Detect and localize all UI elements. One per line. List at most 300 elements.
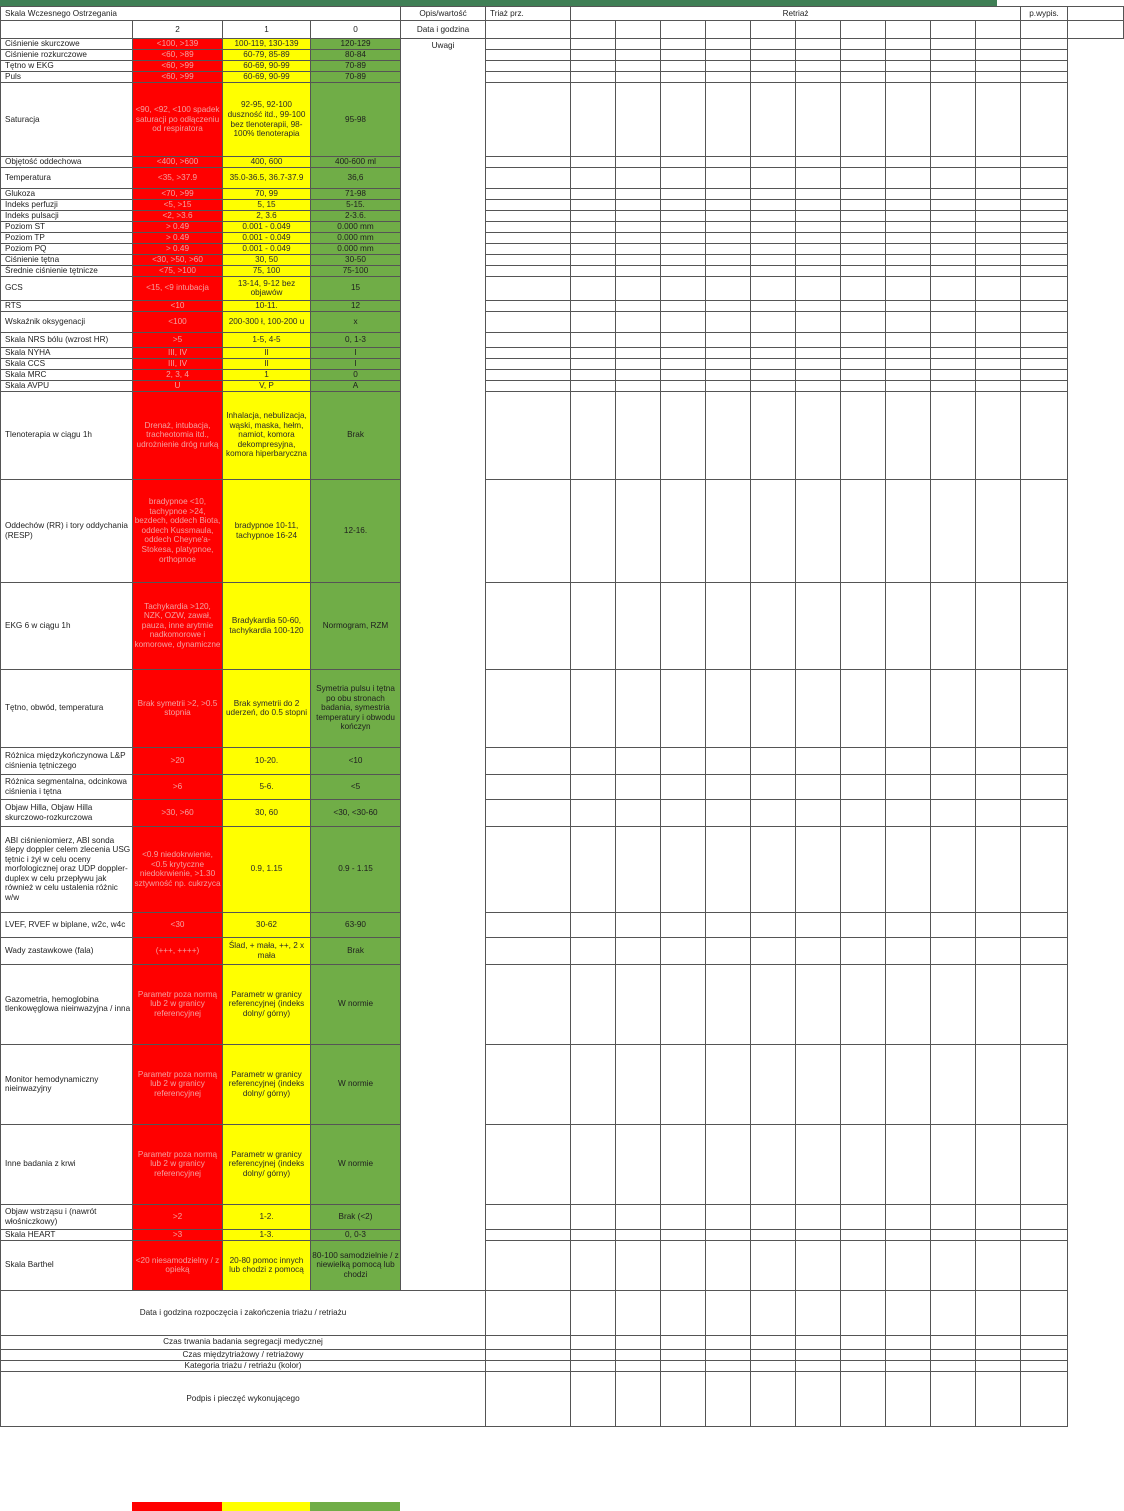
- entry-cell[interactable]: [486, 669, 571, 747]
- entry-cell[interactable]: [571, 380, 616, 391]
- entry-cell[interactable]: [841, 1204, 886, 1229]
- entry-cell[interactable]: [661, 83, 706, 157]
- entry-cell[interactable]: [616, 391, 661, 479]
- entry-cell[interactable]: [931, 1349, 976, 1360]
- entry-cell[interactable]: [486, 964, 571, 1044]
- entry-cell[interactable]: [841, 243, 886, 254]
- entry-cell[interactable]: [886, 1204, 931, 1229]
- entry-cell[interactable]: [931, 157, 976, 168]
- entry-cell[interactable]: [931, 826, 976, 912]
- entry-cell[interactable]: [1021, 347, 1068, 358]
- entry-cell[interactable]: [751, 21, 796, 39]
- entry-cell[interactable]: [661, 1290, 706, 1335]
- entry-cell[interactable]: [796, 199, 841, 210]
- entry-cell[interactable]: [931, 332, 976, 347]
- entry-cell[interactable]: [1021, 254, 1068, 265]
- entry-cell[interactable]: [706, 254, 751, 265]
- entry-cell[interactable]: [751, 1371, 796, 1426]
- entry-cell[interactable]: [616, 1240, 661, 1290]
- entry-cell[interactable]: [616, 50, 661, 61]
- entry-cell[interactable]: [886, 72, 931, 83]
- entry-cell[interactable]: [706, 774, 751, 799]
- entry-cell[interactable]: [886, 1335, 931, 1349]
- entry-cell[interactable]: [751, 232, 796, 243]
- entry-cell[interactable]: [976, 232, 1021, 243]
- entry-cell[interactable]: [661, 369, 706, 380]
- entry-cell[interactable]: [706, 157, 751, 168]
- entry-cell[interactable]: [616, 358, 661, 369]
- entry-cell[interactable]: [486, 912, 571, 937]
- entry-cell[interactable]: [616, 826, 661, 912]
- entry-cell[interactable]: [1021, 369, 1068, 380]
- entry-cell[interactable]: [886, 1349, 931, 1360]
- entry-cell[interactable]: [706, 1360, 751, 1371]
- entry-cell[interactable]: [931, 50, 976, 61]
- entry-cell[interactable]: [751, 276, 796, 300]
- entry-cell[interactable]: [616, 300, 661, 311]
- entry-cell[interactable]: [486, 369, 571, 380]
- entry-cell[interactable]: [796, 83, 841, 157]
- entry-cell[interactable]: [571, 799, 616, 826]
- entry-cell[interactable]: [796, 479, 841, 582]
- entry-cell[interactable]: [796, 1044, 841, 1124]
- entry-cell[interactable]: [886, 582, 931, 669]
- entry-cell[interactable]: [486, 254, 571, 265]
- entry-cell[interactable]: [931, 582, 976, 669]
- entry-cell[interactable]: [486, 61, 571, 72]
- entry-cell[interactable]: [931, 1360, 976, 1371]
- entry-cell[interactable]: [1021, 1124, 1068, 1204]
- entry-cell[interactable]: [976, 300, 1021, 311]
- entry-cell[interactable]: [976, 964, 1021, 1044]
- entry-cell[interactable]: [661, 157, 706, 168]
- entry-cell[interactable]: [571, 50, 616, 61]
- entry-cell[interactable]: [751, 311, 796, 332]
- entry-cell[interactable]: [486, 380, 571, 391]
- entry-cell[interactable]: [486, 347, 571, 358]
- entry-cell[interactable]: [796, 300, 841, 311]
- entry-cell[interactable]: [616, 311, 661, 332]
- entry-cell[interactable]: [706, 83, 751, 157]
- entry-cell[interactable]: [486, 167, 571, 188]
- entry-cell[interactable]: [616, 276, 661, 300]
- entry-cell[interactable]: [841, 157, 886, 168]
- entry-cell[interactable]: [661, 265, 706, 276]
- entry-cell[interactable]: [1021, 1290, 1068, 1335]
- entry-cell[interactable]: [571, 1229, 616, 1240]
- entry-cell[interactable]: [796, 311, 841, 332]
- entry-cell[interactable]: [706, 39, 751, 50]
- entry-cell[interactable]: [661, 1371, 706, 1426]
- entry-cell[interactable]: [976, 254, 1021, 265]
- entry-cell[interactable]: [706, 61, 751, 72]
- entry-cell[interactable]: [1021, 83, 1068, 157]
- entry-cell[interactable]: [1021, 358, 1068, 369]
- entry-cell[interactable]: [486, 391, 571, 479]
- entry-cell[interactable]: [661, 582, 706, 669]
- entry-cell[interactable]: [616, 347, 661, 358]
- entry-cell[interactable]: [1021, 937, 1068, 964]
- entry-cell[interactable]: [796, 391, 841, 479]
- entry-cell[interactable]: [886, 391, 931, 479]
- entry-cell[interactable]: [616, 167, 661, 188]
- entry-cell[interactable]: [931, 380, 976, 391]
- entry-cell[interactable]: [616, 83, 661, 157]
- entry-cell[interactable]: [751, 39, 796, 50]
- entry-cell[interactable]: [841, 72, 886, 83]
- entry-cell[interactable]: [976, 311, 1021, 332]
- entry-cell[interactable]: [571, 167, 616, 188]
- entry-cell[interactable]: [931, 747, 976, 774]
- entry-cell[interactable]: [931, 210, 976, 221]
- entry-cell[interactable]: [841, 1240, 886, 1290]
- entry-cell[interactable]: [886, 669, 931, 747]
- entry-cell[interactable]: [931, 39, 976, 50]
- entry-cell[interactable]: [1021, 210, 1068, 221]
- entry-cell[interactable]: [931, 964, 976, 1044]
- entry-cell[interactable]: [1021, 380, 1068, 391]
- entry-cell[interactable]: [841, 332, 886, 347]
- entry-cell[interactable]: [571, 300, 616, 311]
- entry-cell[interactable]: [976, 1240, 1021, 1290]
- entry-cell[interactable]: [796, 380, 841, 391]
- entry-cell[interactable]: [751, 1240, 796, 1290]
- entry-cell[interactable]: [751, 1290, 796, 1335]
- entry-cell[interactable]: [706, 243, 751, 254]
- entry-cell[interactable]: [796, 1204, 841, 1229]
- entry-cell[interactable]: [796, 50, 841, 61]
- entry-cell[interactable]: [706, 21, 751, 39]
- entry-cell[interactable]: [706, 380, 751, 391]
- entry-cell[interactable]: [571, 157, 616, 168]
- entry-cell[interactable]: [976, 347, 1021, 358]
- entry-cell[interactable]: [841, 221, 886, 232]
- entry-cell[interactable]: [486, 1360, 571, 1371]
- entry-cell[interactable]: [571, 358, 616, 369]
- entry-cell[interactable]: [976, 221, 1021, 232]
- entry-cell[interactable]: [1021, 221, 1068, 232]
- entry-cell[interactable]: [1021, 265, 1068, 276]
- entry-cell[interactable]: [1021, 582, 1068, 669]
- entry-cell[interactable]: [661, 167, 706, 188]
- entry-cell[interactable]: [751, 358, 796, 369]
- entry-cell[interactable]: [661, 232, 706, 243]
- entry-cell[interactable]: [751, 380, 796, 391]
- entry-cell[interactable]: [976, 912, 1021, 937]
- entry-cell[interactable]: [976, 243, 1021, 254]
- entry-cell[interactable]: [886, 199, 931, 210]
- entry-cell[interactable]: [1021, 167, 1068, 188]
- entry-cell[interactable]: [1021, 39, 1068, 50]
- entry-cell[interactable]: [486, 774, 571, 799]
- entry-cell[interactable]: [486, 1124, 571, 1204]
- entry-cell[interactable]: [616, 39, 661, 50]
- entry-cell[interactable]: [796, 1371, 841, 1426]
- entry-cell[interactable]: [1021, 243, 1068, 254]
- entry-cell[interactable]: [706, 300, 751, 311]
- entry-cell[interactable]: [841, 1290, 886, 1335]
- entry-cell[interactable]: [886, 1044, 931, 1124]
- entry-cell[interactable]: [706, 1290, 751, 1335]
- entry-cell[interactable]: [616, 1204, 661, 1229]
- entry-cell[interactable]: [706, 50, 751, 61]
- entry-cell[interactable]: [661, 199, 706, 210]
- entry-cell[interactable]: [616, 582, 661, 669]
- entry-cell[interactable]: [571, 1349, 616, 1360]
- entry-cell[interactable]: [1021, 391, 1068, 479]
- entry-cell[interactable]: [796, 210, 841, 221]
- entry-cell[interactable]: [486, 311, 571, 332]
- entry-cell[interactable]: [931, 61, 976, 72]
- entry-cell[interactable]: [751, 479, 796, 582]
- entry-cell[interactable]: [931, 199, 976, 210]
- entry-cell[interactable]: [706, 826, 751, 912]
- entry-cell[interactable]: [976, 21, 1021, 39]
- entry-cell[interactable]: [1021, 1240, 1068, 1290]
- entry-cell[interactable]: [486, 50, 571, 61]
- entry-cell[interactable]: [751, 265, 796, 276]
- entry-cell[interactable]: [751, 1360, 796, 1371]
- entry-cell[interactable]: [616, 774, 661, 799]
- entry-cell[interactable]: [486, 39, 571, 50]
- entry-cell[interactable]: [841, 1335, 886, 1349]
- entry-cell[interactable]: [486, 199, 571, 210]
- entry-cell[interactable]: [616, 188, 661, 199]
- entry-cell[interactable]: [886, 157, 931, 168]
- entry-cell[interactable]: [751, 391, 796, 479]
- entry-cell[interactable]: [976, 747, 1021, 774]
- entry-cell[interactable]: [616, 912, 661, 937]
- entry-cell[interactable]: [751, 1044, 796, 1124]
- entry-cell[interactable]: [616, 210, 661, 221]
- entry-cell[interactable]: [571, 254, 616, 265]
- entry-cell[interactable]: [796, 61, 841, 72]
- entry-cell[interactable]: [886, 332, 931, 347]
- entry-cell[interactable]: [616, 332, 661, 347]
- entry-cell[interactable]: [486, 1240, 571, 1290]
- entry-cell[interactable]: [661, 311, 706, 332]
- entry-cell[interactable]: [706, 276, 751, 300]
- entry-cell[interactable]: [616, 1349, 661, 1360]
- entry-cell[interactable]: [706, 1204, 751, 1229]
- entry-cell[interactable]: [841, 937, 886, 964]
- entry-cell[interactable]: [1021, 276, 1068, 300]
- entry-cell[interactable]: [661, 1229, 706, 1240]
- entry-cell[interactable]: [616, 1044, 661, 1124]
- entry-cell[interactable]: [841, 1229, 886, 1240]
- entry-cell[interactable]: [486, 83, 571, 157]
- entry-cell[interactable]: [751, 300, 796, 311]
- entry-cell[interactable]: [931, 243, 976, 254]
- entry-cell[interactable]: [931, 232, 976, 243]
- entry-cell[interactable]: [976, 1044, 1021, 1124]
- entry-cell[interactable]: [661, 826, 706, 912]
- entry-cell[interactable]: [661, 276, 706, 300]
- entry-cell[interactable]: [976, 582, 1021, 669]
- entry-cell[interactable]: [796, 167, 841, 188]
- entry-cell[interactable]: [571, 243, 616, 254]
- entry-cell[interactable]: [661, 380, 706, 391]
- entry-cell[interactable]: [841, 167, 886, 188]
- entry-cell[interactable]: [931, 300, 976, 311]
- entry-cell[interactable]: [976, 199, 1021, 210]
- entry-cell[interactable]: [706, 937, 751, 964]
- entry-cell[interactable]: [1021, 1204, 1068, 1229]
- entry-cell[interactable]: [486, 72, 571, 83]
- entry-cell[interactable]: [616, 72, 661, 83]
- entry-cell[interactable]: [931, 1371, 976, 1426]
- entry-cell[interactable]: [796, 188, 841, 199]
- entry-cell[interactable]: [931, 167, 976, 188]
- entry-cell[interactable]: [661, 912, 706, 937]
- entry-cell[interactable]: [571, 21, 616, 39]
- entry-cell[interactable]: [706, 358, 751, 369]
- entry-cell[interactable]: [931, 1240, 976, 1290]
- entry-cell[interactable]: [486, 232, 571, 243]
- entry-cell[interactable]: [796, 243, 841, 254]
- entry-cell[interactable]: [751, 254, 796, 265]
- entry-cell[interactable]: [1021, 1335, 1068, 1349]
- entry-cell[interactable]: [841, 774, 886, 799]
- entry-cell[interactable]: [751, 83, 796, 157]
- entry-cell[interactable]: [931, 669, 976, 747]
- entry-cell[interactable]: [571, 265, 616, 276]
- entry-cell[interactable]: [616, 369, 661, 380]
- entry-cell[interactable]: [886, 300, 931, 311]
- entry-cell[interactable]: [976, 479, 1021, 582]
- entry-cell[interactable]: [1021, 479, 1068, 582]
- entry-cell[interactable]: [796, 21, 841, 39]
- entry-cell[interactable]: [706, 210, 751, 221]
- entry-cell[interactable]: [661, 61, 706, 72]
- entry-cell[interactable]: [841, 210, 886, 221]
- entry-cell[interactable]: [751, 912, 796, 937]
- entry-cell[interactable]: [976, 1204, 1021, 1229]
- entry-cell[interactable]: [976, 799, 1021, 826]
- entry-cell[interactable]: [841, 1371, 886, 1426]
- entry-cell[interactable]: [751, 210, 796, 221]
- entry-cell[interactable]: [841, 1360, 886, 1371]
- entry-cell[interactable]: [976, 669, 1021, 747]
- entry-cell[interactable]: [796, 358, 841, 369]
- entry-cell[interactable]: [571, 912, 616, 937]
- entry-cell[interactable]: [616, 61, 661, 72]
- entry-cell[interactable]: [751, 747, 796, 774]
- entry-cell[interactable]: [751, 1349, 796, 1360]
- entry-cell[interactable]: [706, 311, 751, 332]
- entry-cell[interactable]: [931, 276, 976, 300]
- entry-cell[interactable]: [571, 582, 616, 669]
- entry-cell[interactable]: [661, 669, 706, 747]
- entry-cell[interactable]: [571, 347, 616, 358]
- entry-cell[interactable]: [706, 1044, 751, 1124]
- entry-cell[interactable]: [841, 964, 886, 1044]
- entry-cell[interactable]: [706, 1229, 751, 1240]
- entry-cell[interactable]: [616, 1335, 661, 1349]
- entry-cell[interactable]: [751, 826, 796, 912]
- entry-cell[interactable]: [571, 1335, 616, 1349]
- entry-cell[interactable]: [841, 747, 886, 774]
- entry-cell[interactable]: [841, 799, 886, 826]
- entry-cell[interactable]: [571, 1240, 616, 1290]
- entry-cell[interactable]: [976, 72, 1021, 83]
- entry-cell[interactable]: [796, 1124, 841, 1204]
- entry-cell[interactable]: [486, 1371, 571, 1426]
- entry-cell[interactable]: [486, 243, 571, 254]
- entry-cell[interactable]: [796, 937, 841, 964]
- entry-cell[interactable]: [486, 21, 571, 39]
- entry-cell[interactable]: [661, 774, 706, 799]
- entry-cell[interactable]: [796, 332, 841, 347]
- entry-cell[interactable]: [796, 747, 841, 774]
- entry-cell[interactable]: [841, 39, 886, 50]
- entry-cell[interactable]: [661, 188, 706, 199]
- entry-cell[interactable]: [886, 369, 931, 380]
- entry-cell[interactable]: [486, 479, 571, 582]
- entry-cell[interactable]: [486, 276, 571, 300]
- entry-cell[interactable]: [706, 232, 751, 243]
- entry-cell[interactable]: [486, 358, 571, 369]
- entry-cell[interactable]: [486, 747, 571, 774]
- entry-cell[interactable]: [886, 479, 931, 582]
- entry-cell[interactable]: [931, 391, 976, 479]
- entry-cell[interactable]: [616, 1124, 661, 1204]
- entry-cell[interactable]: [571, 39, 616, 50]
- entry-cell[interactable]: [931, 1124, 976, 1204]
- entry-cell[interactable]: [661, 243, 706, 254]
- entry-cell[interactable]: [886, 1229, 931, 1240]
- entry-cell[interactable]: [1021, 747, 1068, 774]
- entry-cell[interactable]: [616, 799, 661, 826]
- entry-cell[interactable]: [886, 243, 931, 254]
- entry-cell[interactable]: [796, 582, 841, 669]
- entry-cell[interactable]: [661, 1335, 706, 1349]
- entry-cell[interactable]: [931, 774, 976, 799]
- entry-cell[interactable]: [796, 232, 841, 243]
- entry-cell[interactable]: [616, 937, 661, 964]
- entry-cell[interactable]: [706, 199, 751, 210]
- entry-cell[interactable]: [1021, 1044, 1068, 1124]
- entry-cell[interactable]: [931, 358, 976, 369]
- entry-cell[interactable]: [976, 1335, 1021, 1349]
- entry-cell[interactable]: [841, 311, 886, 332]
- entry-cell[interactable]: [1021, 72, 1068, 83]
- entry-cell[interactable]: [796, 1240, 841, 1290]
- entry-cell[interactable]: [886, 83, 931, 157]
- entry-cell[interactable]: [661, 1204, 706, 1229]
- entry-cell[interactable]: [1021, 669, 1068, 747]
- entry-cell[interactable]: [886, 188, 931, 199]
- entry-cell[interactable]: [661, 1360, 706, 1371]
- entry-cell[interactable]: [616, 254, 661, 265]
- entry-cell[interactable]: [616, 265, 661, 276]
- entry-cell[interactable]: [661, 39, 706, 50]
- entry-cell[interactable]: [796, 157, 841, 168]
- entry-cell[interactable]: [931, 83, 976, 157]
- entry-cell[interactable]: [571, 369, 616, 380]
- entry-cell[interactable]: [1021, 232, 1068, 243]
- entry-cell[interactable]: [486, 210, 571, 221]
- entry-cell[interactable]: [931, 1204, 976, 1229]
- entry-cell[interactable]: [796, 669, 841, 747]
- entry-cell[interactable]: [486, 937, 571, 964]
- entry-cell[interactable]: [661, 50, 706, 61]
- entry-cell[interactable]: [571, 964, 616, 1044]
- entry-cell[interactable]: [976, 39, 1021, 50]
- entry-cell[interactable]: [571, 311, 616, 332]
- entry-cell[interactable]: [661, 358, 706, 369]
- entry-cell[interactable]: [571, 747, 616, 774]
